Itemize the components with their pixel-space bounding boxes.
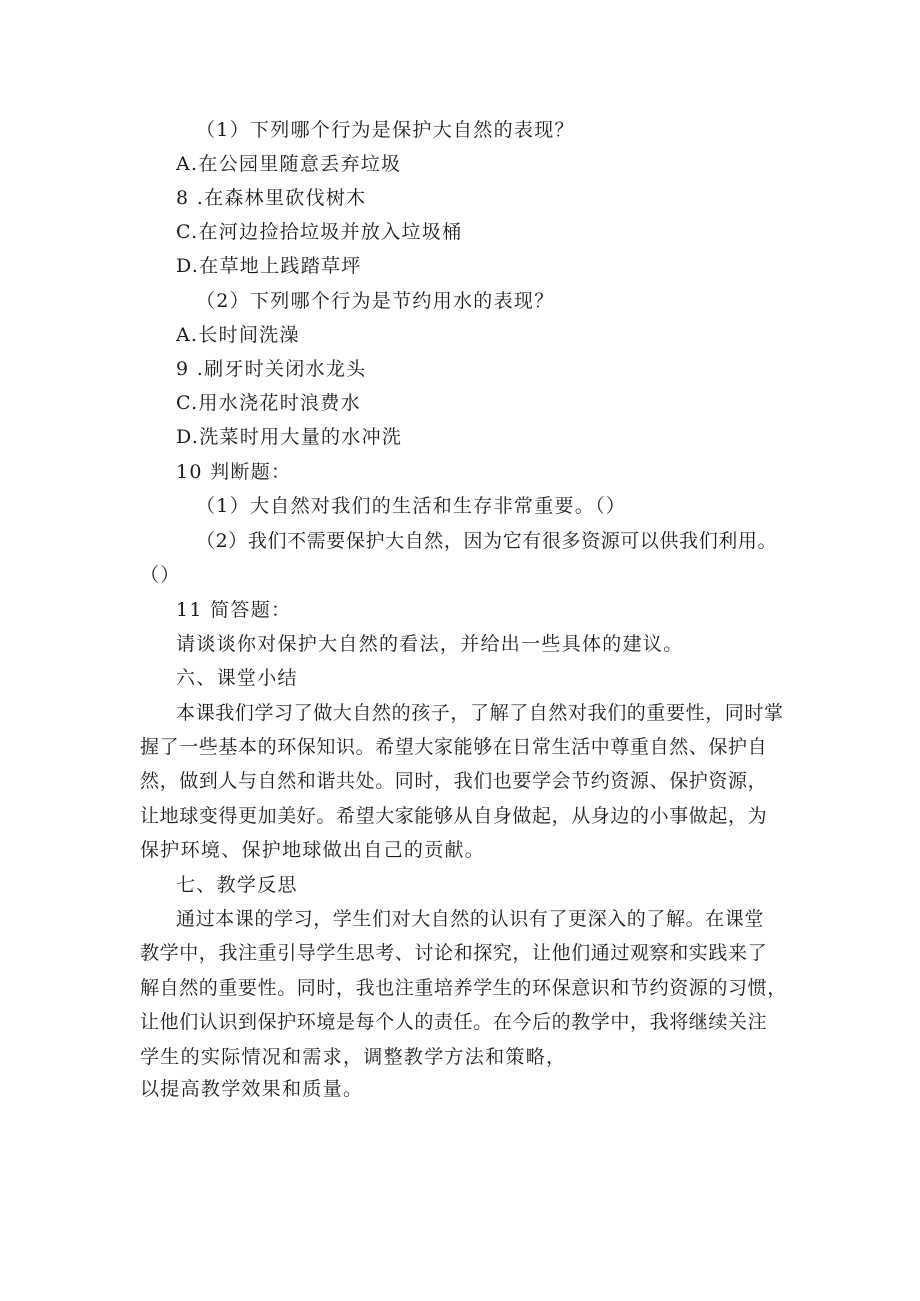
question-2-text: （2）下列哪个行为是节约用水的表现？ bbox=[196, 290, 555, 312]
judgment-item-1: （1）大自然对我们的生活和生存非常重要。（） bbox=[196, 495, 627, 517]
reflection-paragraph-line: 通过本课的学习，学生们对大自然的认识有了更深入的了解。在课堂 bbox=[176, 908, 765, 930]
question-2-option-b: 9 .刷牙时关闭水龙头 bbox=[176, 358, 367, 380]
summary-paragraph-line: 保护环境、保护地球做出自己的贡献。 bbox=[140, 839, 486, 861]
summary-paragraph-line: 握了一些基本的环保知识。希望大家能够在日常生活中尊重自然、保护自 bbox=[140, 736, 768, 758]
short-answer-prompt: 请谈谈你对保护大自然的看法，并给出一些具体的建议。 bbox=[176, 633, 684, 655]
question-1-option-c: C.在河边捡拾垃圾并放入垃圾桶 bbox=[176, 221, 463, 243]
question-1-text: （1）下列哪个行为是保护大自然的表现？ bbox=[196, 119, 575, 141]
reflection-paragraph-line: 教学中，我注重引导学生思考、讨论和探究，让他们通过观察和实践来了 bbox=[140, 942, 768, 964]
summary-paragraph-line: 本课我们学习了做大自然的孩子，了解了自然对我们的重要性，同时掌 bbox=[176, 702, 784, 724]
reflection-paragraph-line: 以提高教学效果和质量。 bbox=[140, 1078, 364, 1100]
reflection-paragraph-line: 让他们认识到保护环境是每个人的责任。在今后的教学中，我将继续关注 bbox=[140, 1011, 768, 1033]
judgment-item-2-blank: （） bbox=[140, 564, 181, 586]
reflection-paragraph-line: 解自然的重要性。同时，我也注重培养学生的环保意识和节约资源的习惯， bbox=[140, 977, 787, 999]
question-2-option-a: A.长时间洗澡 bbox=[176, 324, 300, 346]
question-1-option-d: D.在草地上践踏草坪 bbox=[176, 255, 362, 277]
reflection-paragraph-line: 学生的实际情况和需求，调整教学方法和策略， bbox=[140, 1046, 567, 1068]
summary-paragraph-line: 然，做到人与自然和谐共处。同时，我们也要学会节约资源、保护资源， bbox=[140, 770, 768, 792]
summary-paragraph-line: 让地球变得更加美好。希望大家能够从自身做起，从身边的小事做起，为 bbox=[140, 805, 768, 827]
question-2-option-c: C.用水浇花时浪费水 bbox=[176, 392, 361, 414]
question-1-option-b: 8 .在森林里砍伐树木 bbox=[176, 187, 367, 209]
reflection-heading: 七、教学反思 bbox=[176, 874, 298, 896]
question-2-option-d: D.洗菜时用大量的水冲洗 bbox=[176, 426, 403, 448]
summary-heading: 六、课堂小结 bbox=[176, 667, 298, 689]
judgment-heading: 10 判断题： bbox=[176, 461, 292, 483]
short-answer-heading: 11 简答题： bbox=[176, 599, 292, 621]
question-1-option-a: A.在公园里随意丢弃垃圾 bbox=[176, 153, 402, 175]
judgment-item-2: （2）我们不需要保护大自然，因为它有很多资源可以供我们利用。 bbox=[196, 530, 778, 552]
